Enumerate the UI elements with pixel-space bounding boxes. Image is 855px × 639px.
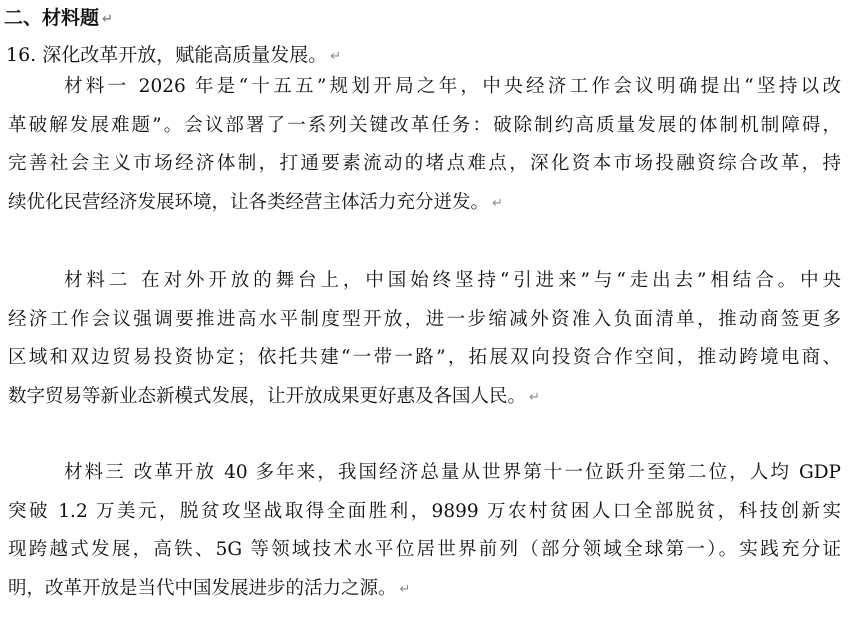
material-two-line-3: 区域和双边贸易投资协定；依托共建“一带一路”，拓展双向投资合作空间，推动跨境电商、 [8,347,841,368]
paragraph-mark-icon: ↵ [330,49,342,64]
paragraph-mark-icon: ↵ [102,12,113,27]
material-three-line-3: 现跨越式发展，高铁、5G 等领域技术水平位居世界前列（部分领域全球第一）。实践充分证 [8,539,841,560]
material-three-line-4 [0,570,855,609]
material-one-line-4 [0,184,855,223]
material-one-line-4-text: 续优化民营经济发展环境，让各类经营主体活力充分迸发。 [8,191,490,213]
section-heading [4,4,113,35]
material-two-paragraph [0,262,855,416]
material-two-line-4 [0,378,855,417]
material-two-line-4-text: 数字贸易等新业态新模式发展，让开放成果更好惠及各国人民。 [8,385,527,407]
material-one-paragraph [0,68,855,222]
material-three-line-4-text: 明，改革开放是当代中国发展进步的活力之源。 [8,577,397,599]
material-one-line-2: 革破解发展难题”。会议部署了一系列关键改革任务：破除制约高质量发展的体制机制障碍， [8,114,841,136]
paragraph-mark-icon: ↵ [399,581,411,597]
material-three-line-1: 材料三 改革开放 40 多年来，我国经济总量从世界第十一位跃升至第二位，人均 GDP [64,462,841,483]
paragraph-mark-icon: ↵ [529,389,540,405]
material-two-line-1: 材料二 在对外开放的舞台上，中国始终坚持“引进来”与“走出去”相结合。中央 [64,270,841,291]
material-two-line-2: 经济工作会议强调要推进高水平制度型开放，进一步缩减外资准入负面清单，推动商签更多 [8,308,841,330]
material-three-paragraph [0,454,855,608]
material-one-line-3: 完善社会主义市场经济体制，打通要素流动的堵点难点，深化资本市场投融资综合改革，持 [8,153,841,174]
section-heading-text: 二、材料题 [4,7,100,29]
question-title-text: 16. 深化改革开放，赋能高质量发展。 [6,44,328,66]
material-three-line-2: 突破 1.2 万美元，脱贫攻坚战取得全面胜利，9899 万农村贫困人口全部脱贫，科技创新实 [8,500,841,522]
material-one-line-1: 材料一 2026 年是“十五五”规划开局之年，中央经济工作会议明确提出“坚持以改 [64,76,841,97]
paragraph-mark-icon: ↵ [492,195,503,211]
